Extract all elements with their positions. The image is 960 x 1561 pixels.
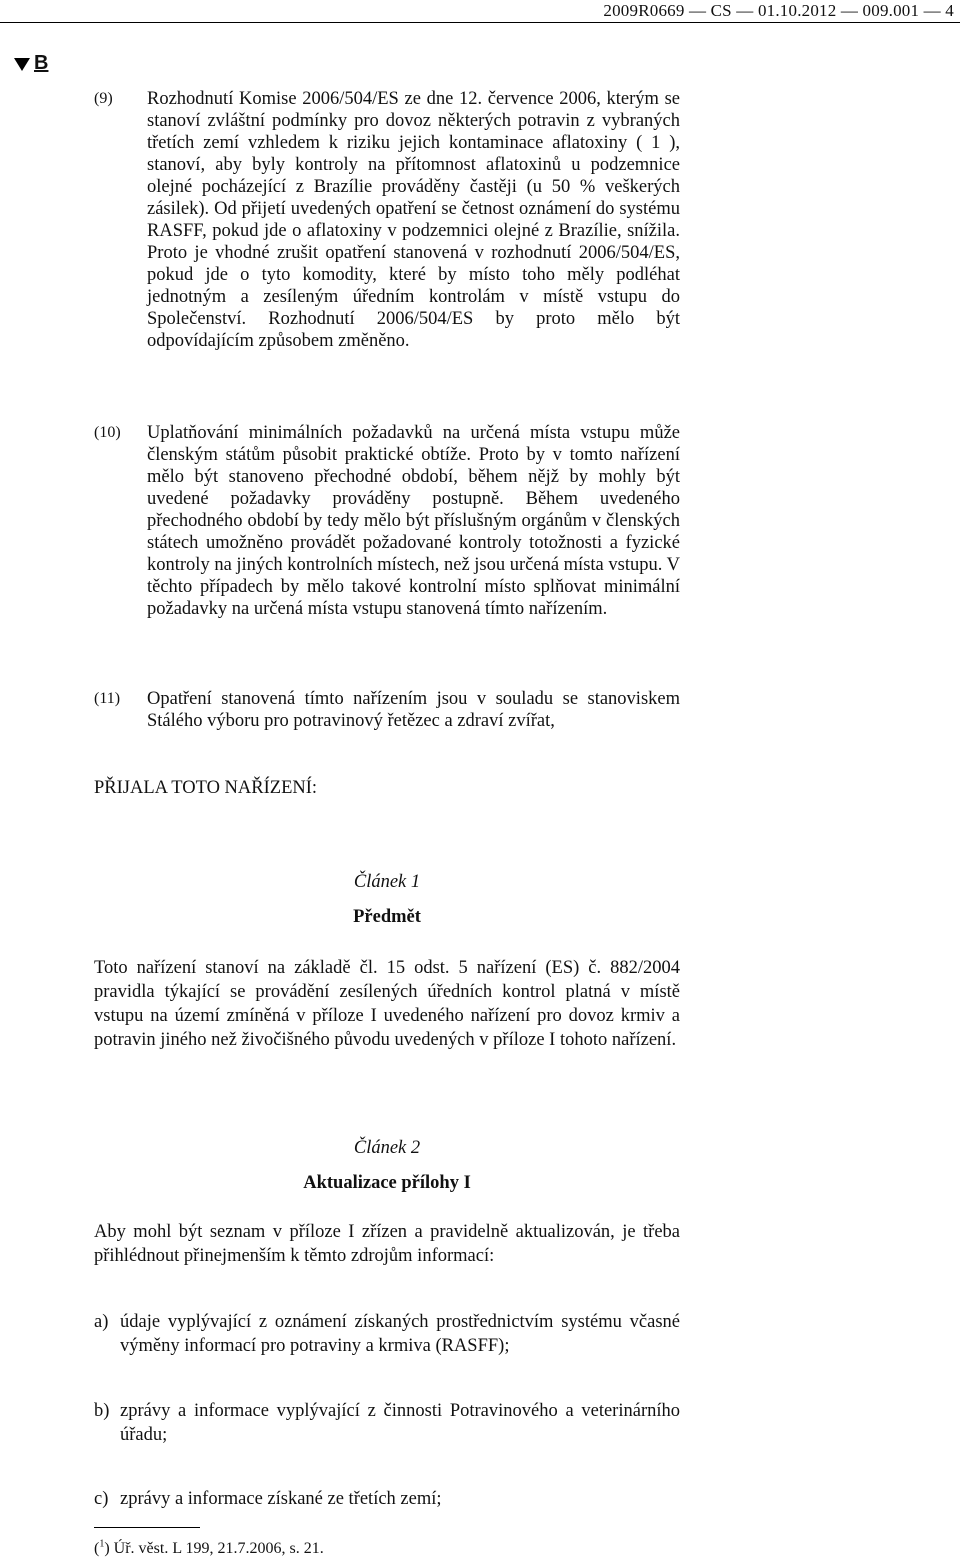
recital-number: (10) bbox=[94, 424, 121, 441]
recital-number: (11) bbox=[94, 690, 121, 707]
footnote-text: Úř. věst. L 199, 21.7.2006, s. 21. bbox=[113, 1540, 324, 1557]
recital-number: (9) bbox=[94, 90, 113, 107]
list-item-c bbox=[94, 1487, 680, 1511]
recital-text: Rozhodnutí Komise 2006/504/ES ze dne 12. července 2006, kterým se stanoví zvláštní podmínky pro dovoz některých potravin z vybraných třetích zemí vzhledem k riziku jejich kontaminace aflatoxiny ( 1 ), stanoví, aby byly kontroly na přítomnost aflatoxinů u podzemnice olejné pocházející z Brazílie prováděny častěji (u 50 % veškerých zásilek). Od přijetí uvedených opatření se četnost oznámení do systému RASFF, pokud jde o aflatoxiny v podzemnici olejné z Brazílie, snížila. Proto je vhodné zrušit opatření stanovená v rozhodnutí 2006/504/ES, pokud jde o tyto komodity, které by místo toho měly podléhat jednotným a zesíleným úředním kontrolám v místě vstupu do Společenství. Rozhodnutí 2006/504/ES by proto mělo být odpovídajícím způsobem změněno. bbox=[147, 89, 680, 351]
recital-9 bbox=[94, 88, 680, 352]
article-2-title: Aktualizace přílohy I bbox=[303, 1173, 471, 1193]
recital-text: Uplatňování minimálních požadavků na určená místa vstupu může členským státům působit praktické obtíže. Proto by v tomto nařízení mělo být stanoveno přechodné období, během nějž by mohly být uvedené požadavky prováděny postupně. Během uvedeného přechodného období by tedy mělo být příslušným orgánům v členských státech umožněno provádět požadované kontroly totožnosti a fyzické kontroly na jiných kontrolních místech, než jsou určená místa vstupu. V těchto případech by mělo takové kontrolní místo splňovat minimální požadavky na určená místa vstupu stanovená tímto nařízením. bbox=[147, 423, 680, 619]
article-1-body: Toto nařízení stanoví na základě čl. 15 odst. 5 nařízení (ES) č. 882/2004 pravidla týkající se provádění zesílených úředních kontrol platná v místě vstupu na území zmíněná v příloze I uvedeného nařízení pro dovoz krmiv a potravin jiného než živočišného původu uvedených v příloze I tohoto nařízení. bbox=[94, 958, 680, 1050]
article-1-label: Článek 1 bbox=[353, 872, 421, 892]
recital-11 bbox=[94, 688, 680, 732]
recital-text: Opatření stanovená tímto nařízením jsou v souladu se stanoviskem Stálého výboru pro potravinový řetězec a zdraví zvířat, bbox=[147, 689, 680, 731]
footnote-divider bbox=[94, 1527, 200, 1528]
page-header bbox=[0, 0, 960, 23]
recital-10 bbox=[94, 422, 680, 620]
article-2-label: Článek 2 bbox=[353, 1138, 421, 1158]
list-letter: a) bbox=[94, 1312, 109, 1332]
footnote-mark: 1 bbox=[99, 1538, 105, 1550]
marker-label: B bbox=[34, 52, 49, 74]
list-text: údaje vyplývající z oznámení získaných prostřednictvím systému včasné výměny informací pro potraviny a krmiva (RASFF); bbox=[120, 1312, 680, 1356]
adoption-statement: PŘIJALA TOTO NAŘÍZENÍ: bbox=[94, 778, 318, 798]
article-2-body: Aby mohl být seznam v příloze I zřízen a pravidelně aktualizován, je třeba přihlédnout přinejmenším k těmto zdrojům informací: bbox=[94, 1222, 680, 1266]
footnote: ($^1$) Úř. věst. L 199, 21.7.2006, s. 21. bbox=[94, 1538, 324, 1557]
list-text: zprávy a informace vyplývající z činnosti Potravinového a veterinárního úřadu; bbox=[120, 1401, 680, 1445]
document-reference: 2009R0669 — CS — 01.10.2012 — 009.001 — 4 bbox=[603, 1, 954, 20]
list-text: zprávy a informace získané ze třetích zemí; bbox=[120, 1489, 442, 1509]
list-item-b bbox=[94, 1399, 680, 1447]
list-letter: c) bbox=[94, 1489, 109, 1509]
list-letter: b) bbox=[94, 1401, 110, 1421]
list-item-a bbox=[94, 1310, 680, 1358]
triangle-down-icon bbox=[14, 58, 30, 71]
article-1-title: Předmět bbox=[353, 907, 421, 927]
amendment-marker bbox=[14, 52, 48, 75]
